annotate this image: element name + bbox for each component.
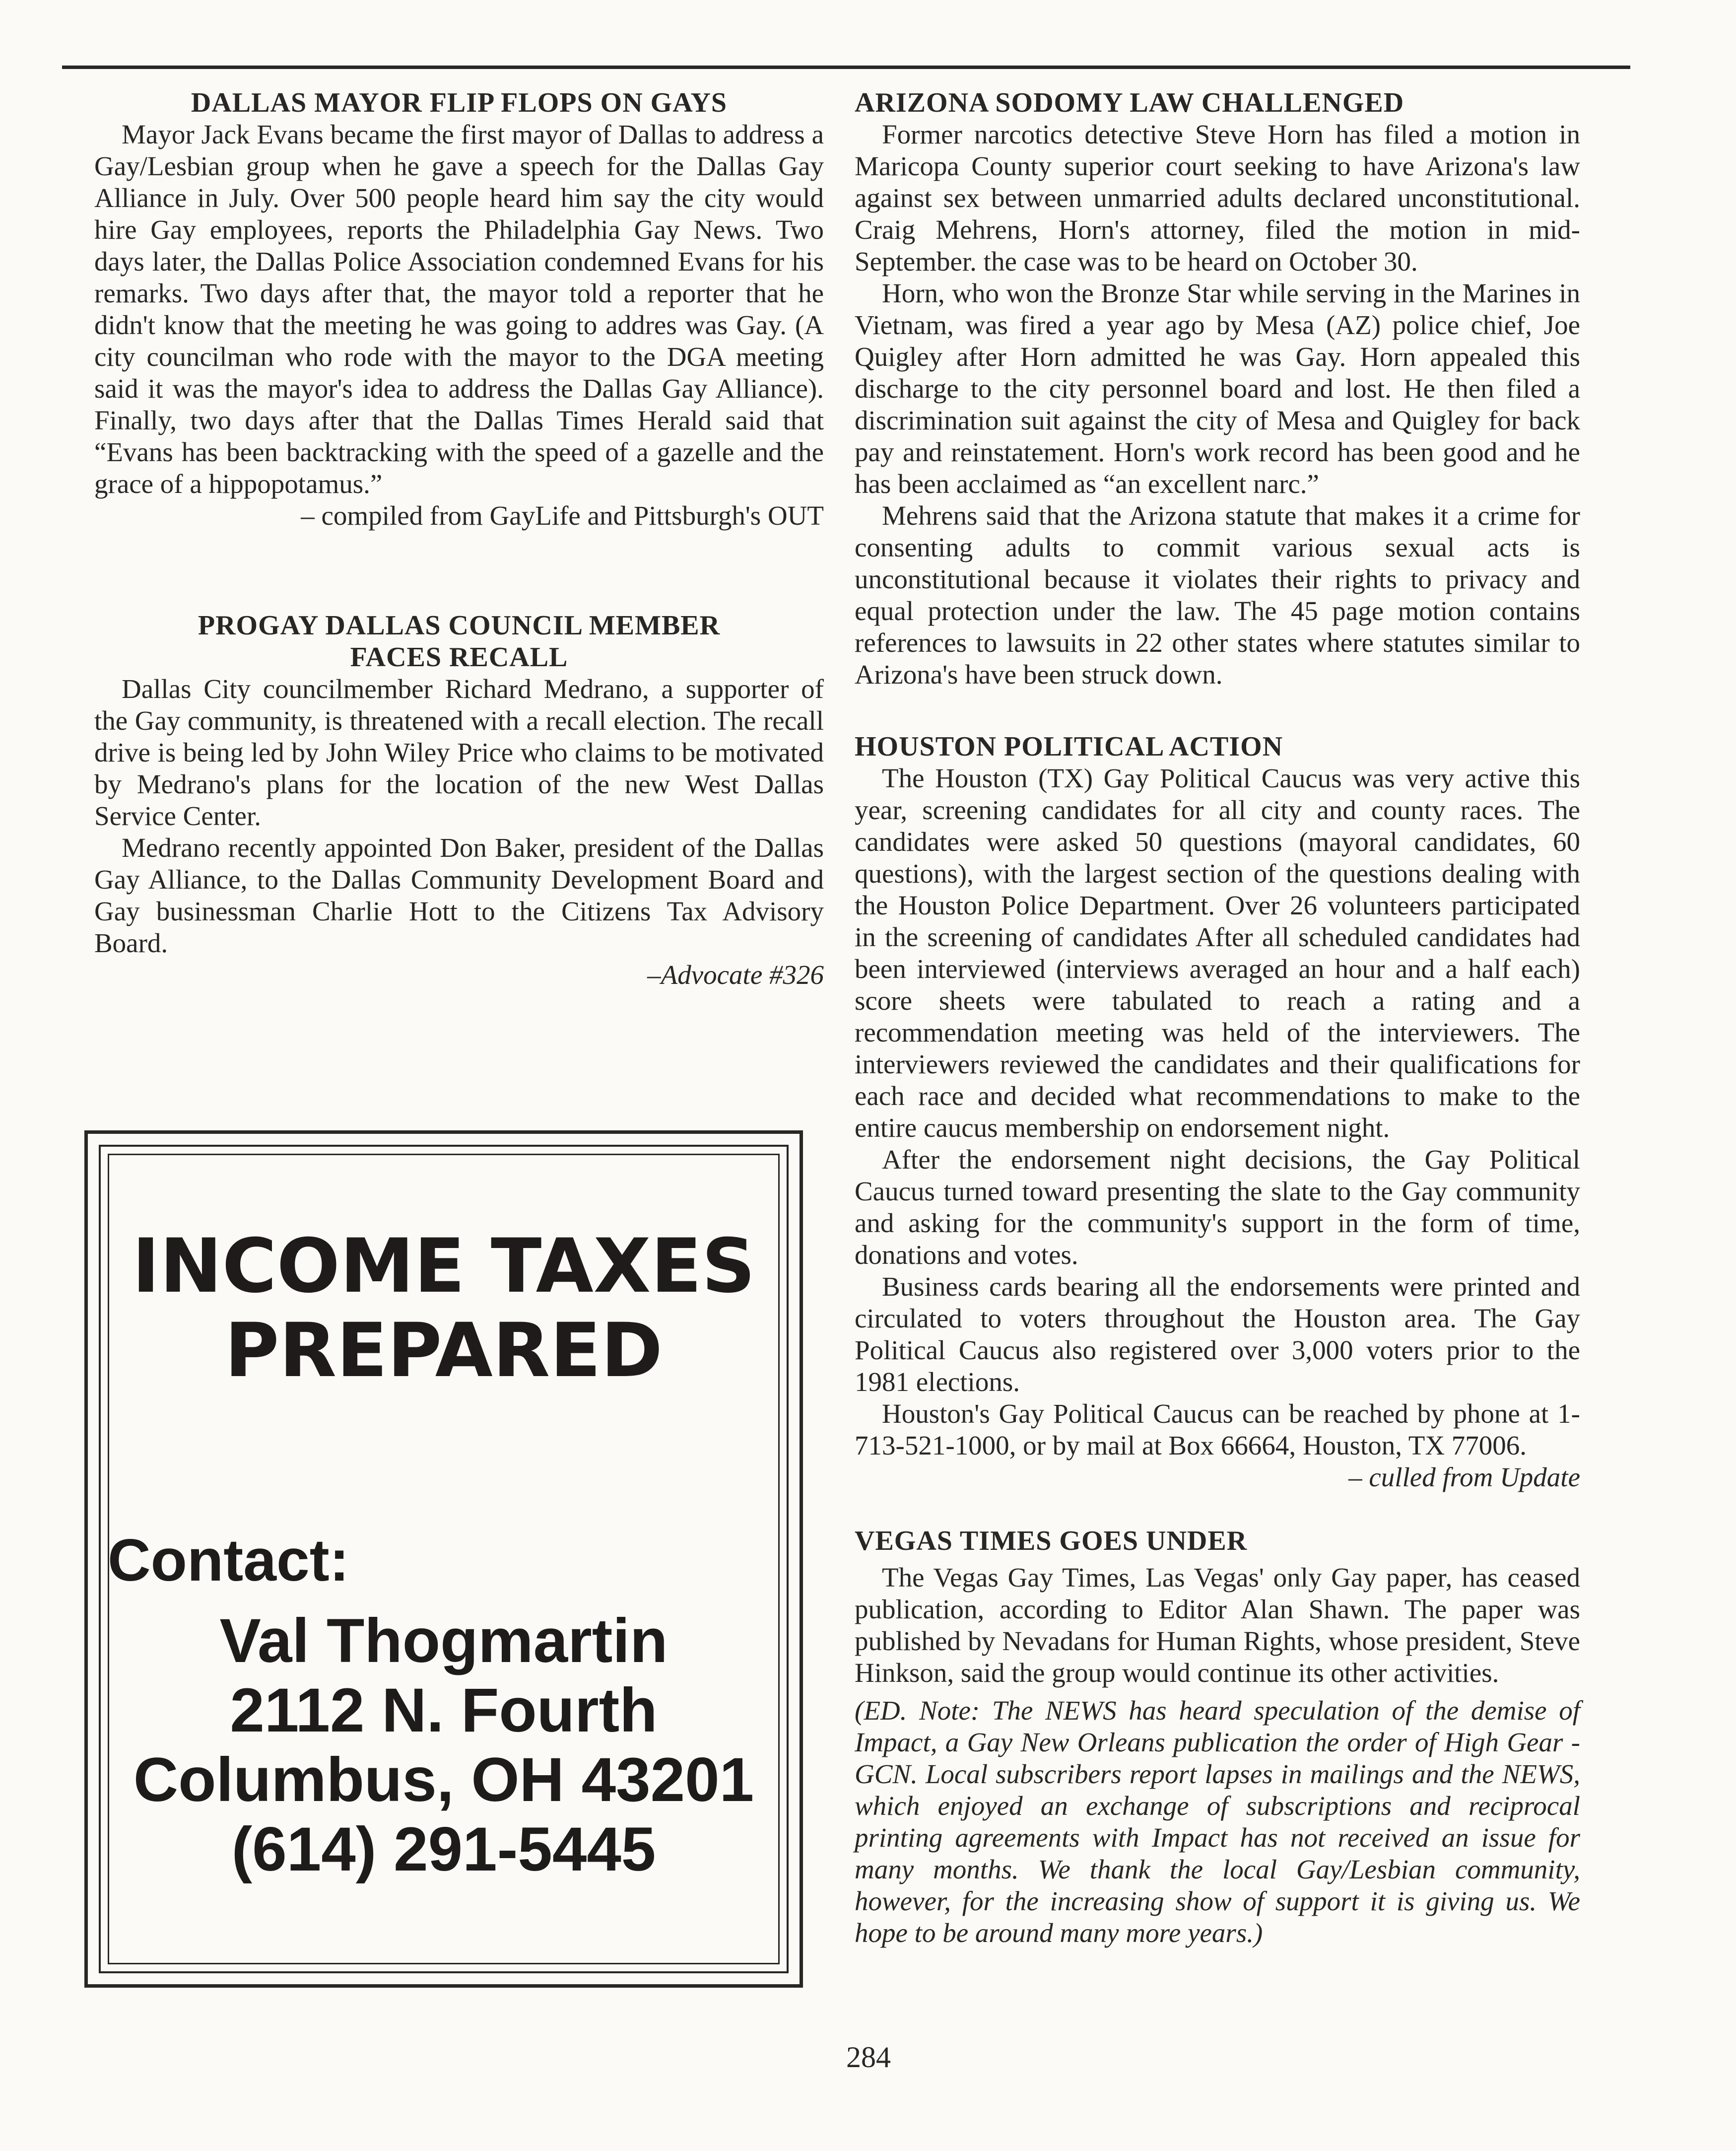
article-body: Horn, who won the Bronze Star while serving in the Marines in Vietnam, was fired a year ago by Mesa (AZ) police chief, Joe Quigley after Horn admitted he was Gay. Horn appealed this discharge to the city personnel board and lost. He then filed a discrimination suit against the city of Mesa and Quigley for back pay and reinstatement. Horn's work record has been good and he has been acclaimed as “an excellent narc.” bbox=[855, 278, 1580, 499]
article-heading: FACES RECALL bbox=[350, 642, 568, 673]
article-heading: VEGAS TIMES GOES UNDER bbox=[855, 1526, 1248, 1556]
article-credit: – culled from Update bbox=[1348, 1462, 1580, 1492]
article-body: Medrano recently appointed Don Baker, president of the Dallas Gay Alliance, to the Dallas Community Development Board and Gay businessman Charlie Hott to the Citizens Tax Advisory Board. bbox=[94, 833, 824, 958]
article-heading: ARIZONA SODOMY LAW CHALLENGED bbox=[855, 87, 1404, 118]
top-rule bbox=[62, 66, 1630, 69]
article-credit: –Advocate #326 bbox=[647, 960, 824, 990]
ad-headline: PREPARED bbox=[224, 1308, 663, 1394]
article-arizona bbox=[855, 87, 1580, 691]
ad-headline: INCOME TAXES bbox=[132, 1223, 755, 1310]
editor-note: (ED. Note: The NEWS has heard speculation of the demise of Impact, a Gay New Orleans publication the order of High Gear - GCN. Local subscribers report lapses in mailings and the NEWS, which enjoyed an exchange of subscriptions and reciprocal printing agreements with Impact has not received an issue for many months. We thank the local Gay/Lesbian community, however, for the increasing show of support it is giving us. We hope to be around many more years.) bbox=[855, 1695, 1580, 1948]
ad-city: Columbus, OH 43201 bbox=[133, 1745, 754, 1814]
article-body: The Houston (TX) Gay Political Caucus was very active this year, screening candidates for all city and county races. The candidates were asked 50 questions (mayoral candidates, 60 questions), with the largest section of the questions dealing with the Houston Police Department. Over 26 volunteers participated in the screening of candidates After all scheduled candidates had been interviewed (interviews averaged an hour and a half each) score sheets were tabulated to reach a rating and a recommendation meeting was held of the interviewers. The interviewers reviewed the candidates and their qualifications for each race and decided what recommendations to make to the entire caucus membership on endorsement night. bbox=[855, 763, 1580, 1143]
article-body: The Vegas Gay Times, Las Vegas' only Gay paper, has ceased publication, according to Editor Alan Shawn. The paper was published by Nevadans for Human Rights, whose president, Steve Hinkson, said the group would continue its other activities. bbox=[855, 1562, 1580, 1688]
article-houston bbox=[855, 731, 1580, 1493]
page-number: 284 bbox=[846, 2041, 891, 2074]
article-heading: DALLAS MAYOR FLIP FLOPS ON GAYS bbox=[191, 87, 728, 118]
article-body: Houston's Gay Political Caucus can be reached by phone at 1-713-521-1000, or by mail at Box 66664, Houston, TX 77006. bbox=[855, 1398, 1580, 1460]
ad-contact-label: Contact: bbox=[108, 1527, 349, 1594]
article-credit: – compiled from GayLife and Pittsburgh's OUT bbox=[301, 500, 824, 531]
ad-phone: (614) 291-5445 bbox=[231, 1815, 656, 1884]
article-heading: PROGAY DALLAS COUNCIL MEMBER bbox=[198, 610, 721, 641]
article-vegas bbox=[855, 1525, 1580, 1949]
article-body: Former narcotics detective Steve Horn has filed a motion in Maricopa County superior court seeking to have Arizona's law against sex between unmarried adults declared unconstitutional. Craig Mehrens, Horn's attorney, filed the motion in mid-September. the case was to be heard on October 30. bbox=[855, 119, 1580, 277]
article-body: Dallas City councilmember Richard Medrano, a supporter of the Gay community, is threatened with a recall election. The recall drive is being led by John Wiley Price who claims to be motivated by Medrano's plans for the location of the new West Dallas Service Center. bbox=[94, 674, 824, 831]
ad-name: Val Thogmartin bbox=[219, 1606, 668, 1675]
article-body: Mayor Jack Evans became the first mayor of Dallas to address a Gay/Lesbian group when he gave a speech for the Dallas Gay Alliance in July. Over 500 people heard him say the city would hire Gay employees, reports the Philadelphia Gay News. Two days later, the Dallas Police Association condemned Evans for his remarks. Two days after that, the mayor told a reporter that he didn't know that the meeting he was going to addres was Gay. (A city councilman who rode with the mayor to the DGA meeting said it was the mayor's idea to address the Dallas Gay Alliance). Finally, two days after that the Dallas Times Herald said that “Evans has been backtracking with the speed of a gazelle and the grace of a hippopotamus.” bbox=[94, 119, 824, 499]
article-body: Business cards bearing all the endorsements were printed and circulated to voters throughout the Houston area. The Gay Political Caucus also registered over 3,000 voters prior to the 1981 elections. bbox=[855, 1271, 1580, 1397]
ad-street: 2112 N. Fourth bbox=[230, 1676, 658, 1745]
article-heading: HOUSTON POLITICAL ACTION bbox=[855, 731, 1283, 762]
income-tax-advertisement bbox=[84, 1130, 803, 1988]
article-body: After the endorsement night decisions, the Gay Political Caucus turned toward presenting the slate to the Gay community and asking for the community's support in the form of time, donations and votes. bbox=[855, 1144, 1580, 1270]
article-dallas-mayor bbox=[94, 87, 824, 532]
article-body: Mehrens said that the Arizona statute that makes it a crime for consenting adults to commit various sexual acts is unconstitutional because it violates their rights to privacy and equal protection under the law. The 45 page motion contains references to lawsuits in 22 other states where statutes similar to Arizona's have been struck down. bbox=[855, 500, 1580, 690]
article-progay-recall bbox=[94, 610, 824, 991]
